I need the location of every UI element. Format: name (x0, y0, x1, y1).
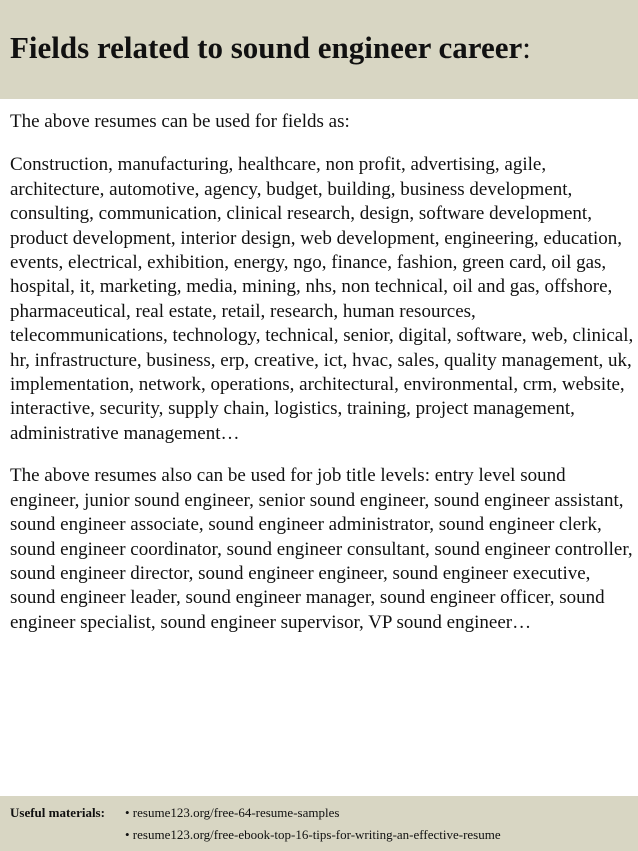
resume-samples-link[interactable]: • resume123.org/free-64-resume-samples (125, 805, 340, 820)
footer-band (0, 796, 638, 851)
page-title-colon: : (522, 30, 531, 65)
intro-text: The above resumes can be used for fields as: (10, 111, 350, 132)
header-band (0, 0, 638, 99)
useful-materials-label: Useful materials: (10, 805, 105, 820)
ebook-tips-link[interactable]: • resume123.org/free-ebook-top-16-tips-for-writing-an-effective-resume (125, 827, 501, 842)
page-title-text: Fields related to sound engineer career (10, 30, 523, 65)
job-levels-paragraph: The above resumes also can be used for job title levels: entry level sound engineer, junior sound engineer, senior sound engineer, sound engineer assistant, sound engineer associate, sound engineer administrator, sound engineer clerk, sound engineer coordinator, sound engineer consultant, sound engineer controller, sound engineer director, sound engineer engineer, sound engineer executive, sound engineer leader, sound engineer manager, sound engineer officer, sound engineer specialist, sound engineer supervisor, VP sound engineer… (10, 465, 633, 633)
main-content (10, 110, 634, 635)
fields-list-paragraph: Construction, manufacturing, healthcare, non profit, advertising, agile, architecture, automotive, agency, budget, building, business development, consulting, communication, clinical research, design, software development, product development, interior design, web development, engineering, education, events, electrical, exhibition, energy, ngo, finance, fashion, green card, oil gas, hospital, it, marketing, media, mining, nhs, non technical, oil and gas, offshore, pharmaceutical, real estate, retail, research, human resources, telecommunications, technology, technical, senior, digital, software, web, clinical, hr, infrastructure, business, erp, creative, ict, hvac, sales, quality management, uk, implementation, network, operations, architectural, environmental, crm, website, interactive, security, supply chain, logistics, training, project management, administrative management… (10, 154, 634, 444)
page-title (10, 30, 531, 66)
